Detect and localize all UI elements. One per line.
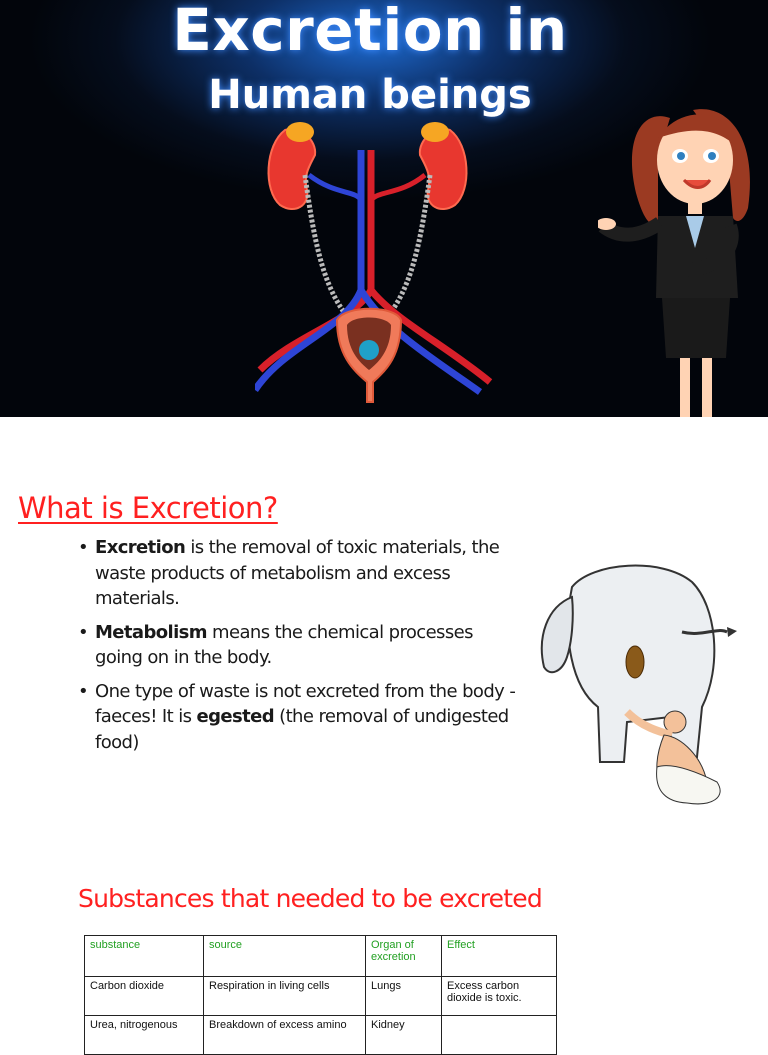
cell-source: Respiration in living cells (204, 977, 366, 1016)
header-effect: Effect (442, 936, 557, 977)
cell-substance: Urea, nitrogenous (85, 1016, 204, 1055)
cell-effect: Excess carbon dioxide is toxic. (442, 977, 557, 1016)
cell-organ: Kidney (366, 1016, 442, 1055)
title-banner (0, 0, 768, 417)
table-header-row (85, 936, 557, 977)
definition-metabolism: means the chemical processes going on in the body. (95, 621, 473, 668)
header-source: source (204, 936, 366, 977)
substances-table (84, 935, 557, 1055)
urinary-system-illustration (255, 120, 495, 410)
header-organ: Organ of excretion (366, 936, 442, 977)
cell-organ: Lungs (366, 977, 442, 1016)
table-row (85, 1016, 557, 1055)
header-substance: substance (85, 936, 204, 977)
bullet-egestion (78, 679, 518, 756)
bullet-excretion (78, 535, 518, 612)
what-is-excretion-slide (0, 417, 768, 837)
cell-source: Breakdown of excess amino (204, 1016, 366, 1055)
table-row (85, 977, 557, 1016)
definition-egested: (the removal of undigested food) (95, 706, 509, 753)
cell-substance: Carbon dioxide (85, 977, 204, 1016)
substances-heading: Substances that needed to be excreted (78, 884, 542, 913)
elephant-cartoon-illustration (532, 557, 737, 807)
banner-title-line2: Human beings (208, 72, 532, 118)
teacher-character-illustration (598, 98, 763, 417)
term-excretion: Excretion (95, 537, 186, 558)
term-egested: egested (196, 706, 275, 727)
definition-excretion: is the removal of toxic materials, the waste products of metabolism and excess materials. (95, 537, 500, 609)
what-is-excretion-heading: What is Excretion? (18, 491, 278, 525)
banner-title-line1: Excretion in (172, 0, 568, 64)
term-metabolism: Metabolism (95, 621, 207, 643)
bullet-metabolism (78, 620, 518, 671)
egestion-intro: One type of waste is not excreted from the body - faeces! It is (95, 680, 516, 727)
cell-effect (442, 1016, 557, 1055)
definition-bullets (78, 535, 518, 763)
